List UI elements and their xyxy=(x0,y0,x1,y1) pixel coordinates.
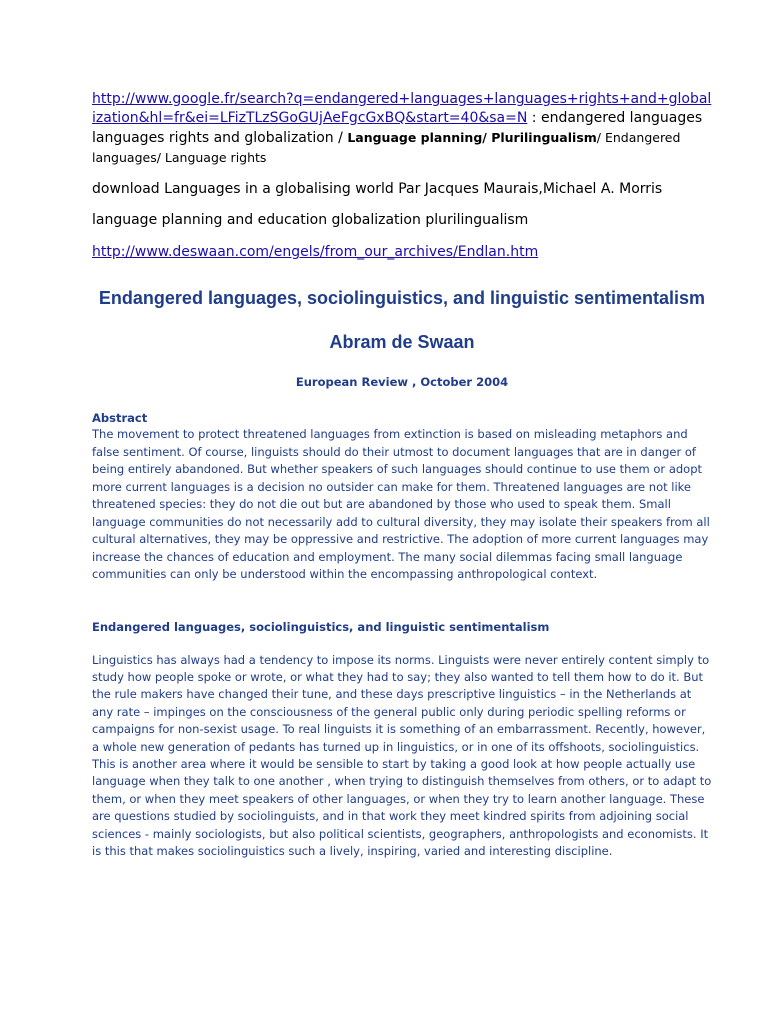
deswaan-link-line xyxy=(92,244,712,260)
google-search-link[interactable]: http://www.google.fr/search?q=endangered+languages+languages+rights+and+globalization&hl=fr&ei=LFizTLzSGoGUjAeFgcGxBQ&start=40&sa=N xyxy=(92,91,712,126)
keywords-note: language planning and education globalization plurilingualism xyxy=(92,212,529,228)
download-note: download Languages in a globalising world Par Jacques Maurais,Michael A. Morris xyxy=(92,181,663,197)
tag-tail: / Endangered languages/ Language rights xyxy=(92,130,681,165)
abstract-text: The movement to protect threatened languages from extinction is based on misleading metaphors and false sentiment. Of course, linguists should do their utmost to document languages that are in danger of being entirely abandoned. But whether speakers of such languages should continue to use them or adopt more current languages is a decision no outsider can make for them. Threatened languages are not like threatened species: they do not die out but are abandoned by those who used to speak them. Small language communities do not necessarily add to cultural diversity, they may isolate their speakers from all cultural alternatives, they may be oppressive and restrictive. The adoption of more current languages may increase the chances of education and employment. The many social dilemmas facing small language communities can only be understood within the encompassing anthropological context. xyxy=(92,427,710,581)
article-author: Abram de Swaan xyxy=(329,332,475,352)
abstract-heading: Abstract xyxy=(92,411,148,425)
journal-line: European Review , October 2004 xyxy=(295,375,509,389)
tag-plurilingualism: Plurilingualism xyxy=(491,130,597,145)
tag-separator: / xyxy=(482,130,492,145)
tag-language-planning: Language planning xyxy=(347,130,483,145)
source-note xyxy=(92,90,712,168)
section-text: Linguistics has always had a tendency to impose its norms. Linguists were never entirely content simply to study how people spoke or wrote, or what they had to say; they also wanted to tell them how to do it. But the rule makers have changed their tune, and these days prescriptive linguistics – in the Netherlands at any rate – impinges on the consciousness of the general public only during periodic spelling reforms or campaigns for non-sexist usage. To real linguists it is something of an embarrassment. Recently, however, a whole new generation of pedants has turned up in linguistics, or in one of its offshoots, sociolinguistics. This is another area where it would be sensible to start by taking a good look at how people actually use language when they talk to one another , when trying to distinguish themselves from others, or to adapt to them, or when they meet speakers of other languages, or when they try to learn another language. These are questions studied by sociolinguists, and in that work they meet kindred spirits from adjoining social sciences - mainly sociologists, but also political scientists, geographers, anthropologists and economists. It is this that makes sociolinguistics such a lively, inspiring, varied and interesting discipline. xyxy=(92,652,712,858)
deswaan-link[interactable]: http://www.deswaan.com/engels/from_our_archives/Endlan.htm xyxy=(92,244,539,260)
document-page xyxy=(92,90,712,860)
search-description: : endangered languages languages rights and globalization / xyxy=(92,110,703,146)
section-heading: Endangered languages, sociolinguistics, and linguistic sentimentalism xyxy=(92,619,550,634)
article-title: Endangered languages, sociolinguistics, and linguistic sentimentalism xyxy=(98,288,706,308)
